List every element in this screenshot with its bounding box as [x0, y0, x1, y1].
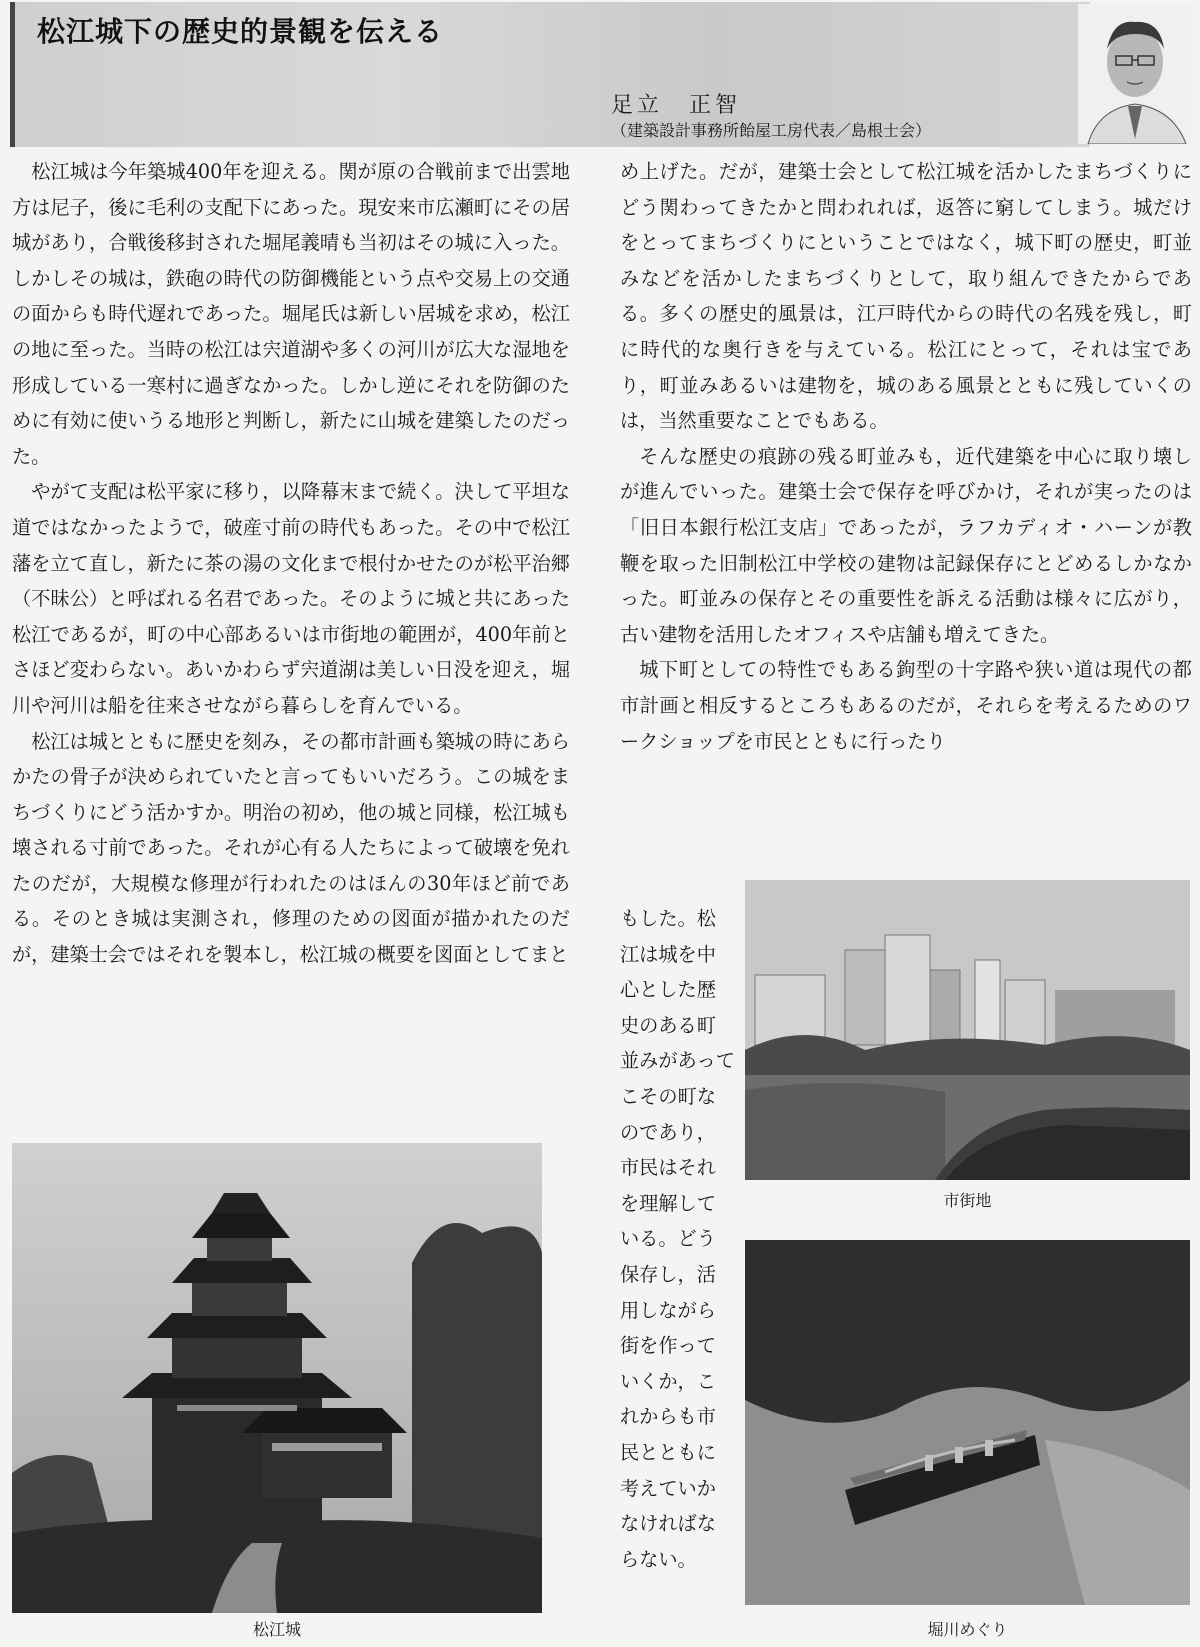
- article-paragraph: 松江は城とともに歴史を刻み，その都市計画も築城の時にあらかたの骨子が決められていたと言ってもいいだろう。この城をまちづくりにどう活かすか。明治の初め，他の城と同様，松江城も壊される寸前であった。それが心有る人たちによって破壊を免れたのだが，大規模な修理が行われたのはほんの30年ほど前である。そのとき城は実測され，修理のための図面が描かれたのだが，建築士会ではそれを製本し，松江城の概要を図面としてまと: [12, 729, 570, 967]
- article-column-left: [12, 154, 570, 973]
- moat-photo: [745, 1240, 1190, 1605]
- article-header: [10, 2, 1090, 147]
- article-paragraph: やがて支配は松平家に移り，以降幕末まで続く。決して平坦な道ではなかったようで，破産寸前の時代もあった。その中で松江藩を立て直し，新たに茶の湯の文化まで根付かせたのが松平治郷（不昧公）と呼ばれる名君であった。そのように城と共にあった松江であるが，町の中心部あるいは市街地の範囲が，400年前とさほど変わらない。あいかわらず宍道湖は美しい日没を迎え，堀川や河川は船を往来させながら暮らしを育んでいる。: [12, 480, 570, 717]
- article-paragraph: め上げた。だが，建築士会として松江城を活かしたまちづくりにどう関わってきたかと問われれば，返答に窮してしまう。城だけをとってまちづくりにということではなく，城下町の歴史，町並みなどを活かしたまちづくりとして，取り組んできたからである。多くの歴史的風景は，江戸時代からの時代の名残を残し，町に時代的な奥行きを与えている。松江にとって，それは宝であり，町並みあるいは建物を，城のある風景とともに残していくのは，当然重要なことでもある。: [620, 160, 1192, 433]
- moat-caption: 堀川めぐり: [927, 1620, 1008, 1639]
- author-portrait: [1078, 4, 1193, 144]
- article-paragraph: 松江城は今年築城400年を迎える。関が原の合戦前まで出雲地方は尼子，後に毛利の支配下にあった。現安来市広瀬町にその居城があり，合戦後移封された堀尾義晴も当初はその城に入った。しかしその城は，鉄砲の時代の防御機能という点や交易上の交通の面からも時代遅れであった。堀尾氏は新しい居城を求め，松江の地に至った。当時の松江は宍道湖や多くの河川が広大な湿地を形成している一寒村に過ぎなかった。しかし逆にそれを防御のために有効に使いうる地形と判断し，新たに山城を建築したのだった。: [12, 160, 570, 468]
- article-narrow-column: もした。松江は城を中心とした歴史のある町並みがあってこその町なのであり，市民はそれを理解している。どう保存し，活用しながら街を作っていくか，これからも市民とともに考えていかなければならない。: [620, 907, 735, 1571]
- article-column-right: [620, 154, 1192, 759]
- author-name: 足立 正智: [611, 93, 742, 118]
- city-photo: [745, 880, 1190, 1180]
- castle-caption: 松江城: [252, 1620, 301, 1639]
- author-affiliation: （建築設計事務所飴屋工房代表／島根士会）: [611, 121, 932, 140]
- castle-photo: [12, 1143, 542, 1613]
- article-title: 松江城下の歴史的景観を伝える: [37, 15, 444, 48]
- article-paragraph: そんな歴史の痕跡の残る町並みも，近代建築を中心に取り壊しが進んでいった。建築士会で保存を呼びかけ，それが実ったのは「旧日本銀行松江支店」であったが，ラフカディオ・ハーンが教鞭を取った旧制松江中学校の建物は記録保存にとどめるしかなかった。町並みの保存とその重要性を訴える活動は様々に広がり，古い建物を活用したオフィスや店舗も増えてきた。: [620, 444, 1192, 646]
- city-caption: 市街地: [943, 1191, 992, 1210]
- article-paragraph: 城下町としての特性でもある鉤型の十字路や狭い道は現代の都市計画と相反するところもあるのだが，それらを考えるためのワークショップを市民とともに行ったり: [620, 658, 1192, 753]
